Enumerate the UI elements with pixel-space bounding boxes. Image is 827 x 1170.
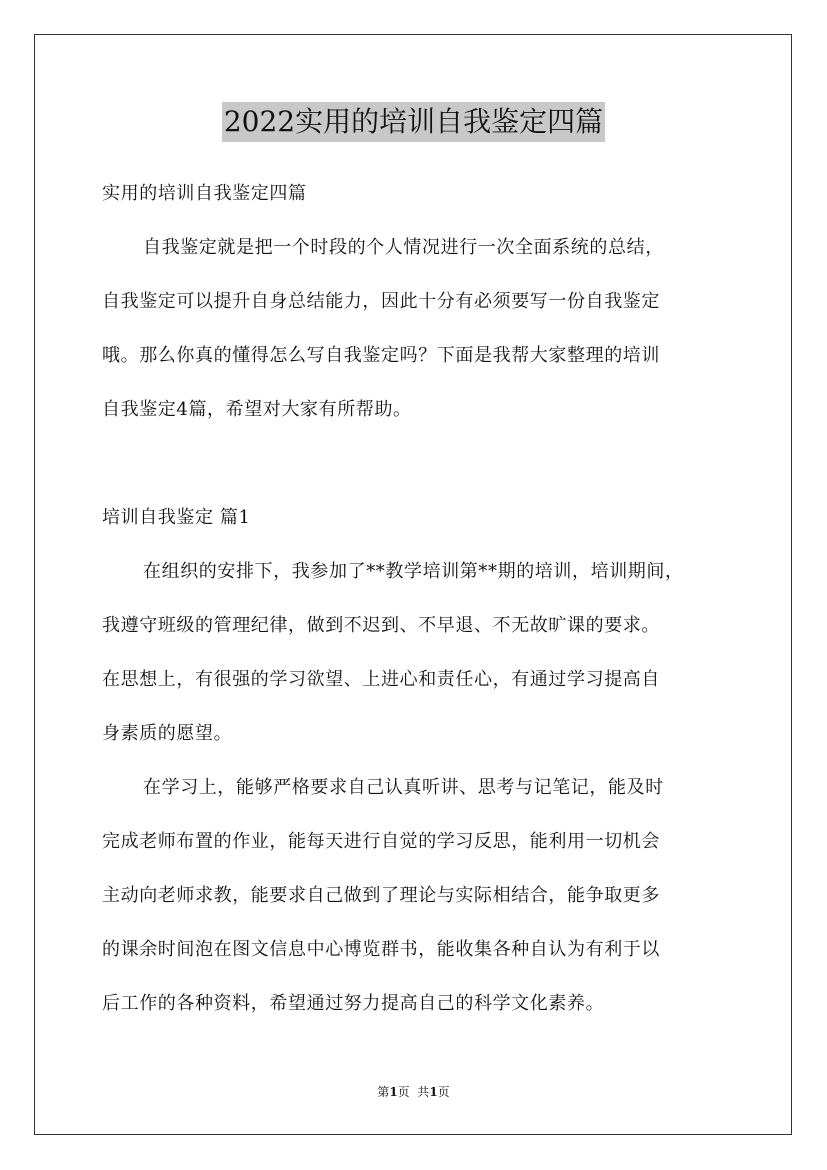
section-heading: 培训自我鉴定 篇1	[102, 507, 251, 528]
paragraph1-line-2: 我遵守班级的管理纪律，做到不迟到、不早退、不无故旷课的要求。	[102, 615, 660, 636]
intro-line-1: 自我鉴定就是把一个时段的个人情况进行一次全面系统的总结，	[143, 237, 664, 258]
footer-suffix: 页	[437, 1085, 450, 1099]
footer-page-number: 1	[389, 1085, 398, 1099]
paragraph2-line-1: 在学习上，能够严格要求自己认真听讲、思考与记笔记，能及时	[143, 777, 664, 798]
document-subtitle: 实用的培训自我鉴定四篇	[102, 183, 307, 204]
title-container	[0, 102, 827, 142]
paragraph1-line-1: 在组织的安排下，我参加了**教学培训第**期的培训，培训期间，	[143, 561, 684, 582]
intro-line-2: 自我鉴定可以提升自身总结能力，因此十分有必须要写一份自我鉴定	[102, 291, 660, 312]
paragraph2-line-2: 完成老师布置的作业，能每天进行自觉的学习反思，能利用一切机会	[102, 831, 660, 852]
paragraph1-line-3: 在思想上，有很强的学习欲望、上进心和责任心，有通过学习提高自	[102, 669, 660, 690]
paragraph2-line-4: 的课余时间泡在图文信息中心博览群书，能收集各种自认为有利于以	[102, 939, 660, 960]
paragraph2-line-5: 后工作的各种资料，希望通过努力提高自己的科学文化素养。	[102, 993, 605, 1014]
footer-prefix: 第	[377, 1085, 390, 1099]
document-title: 2022实用的培训自我鉴定四篇	[222, 102, 605, 142]
page-footer	[0, 1084, 827, 1100]
intro-line-4: 自我鉴定4篇，希望对大家有所帮助。	[102, 399, 412, 420]
footer-total-pages: 1	[429, 1085, 438, 1099]
intro-line-3: 哦。那么你真的懂得怎么写自我鉴定吗？下面是我帮大家整理的培训	[102, 345, 660, 366]
footer-mid: 页 共	[397, 1085, 430, 1099]
paragraph1-line-4: 身素质的愿望。	[102, 723, 233, 744]
paragraph2-line-3: 主动向老师求教，能要求自己做到了理论与实际相结合，能争取更多	[102, 885, 660, 906]
